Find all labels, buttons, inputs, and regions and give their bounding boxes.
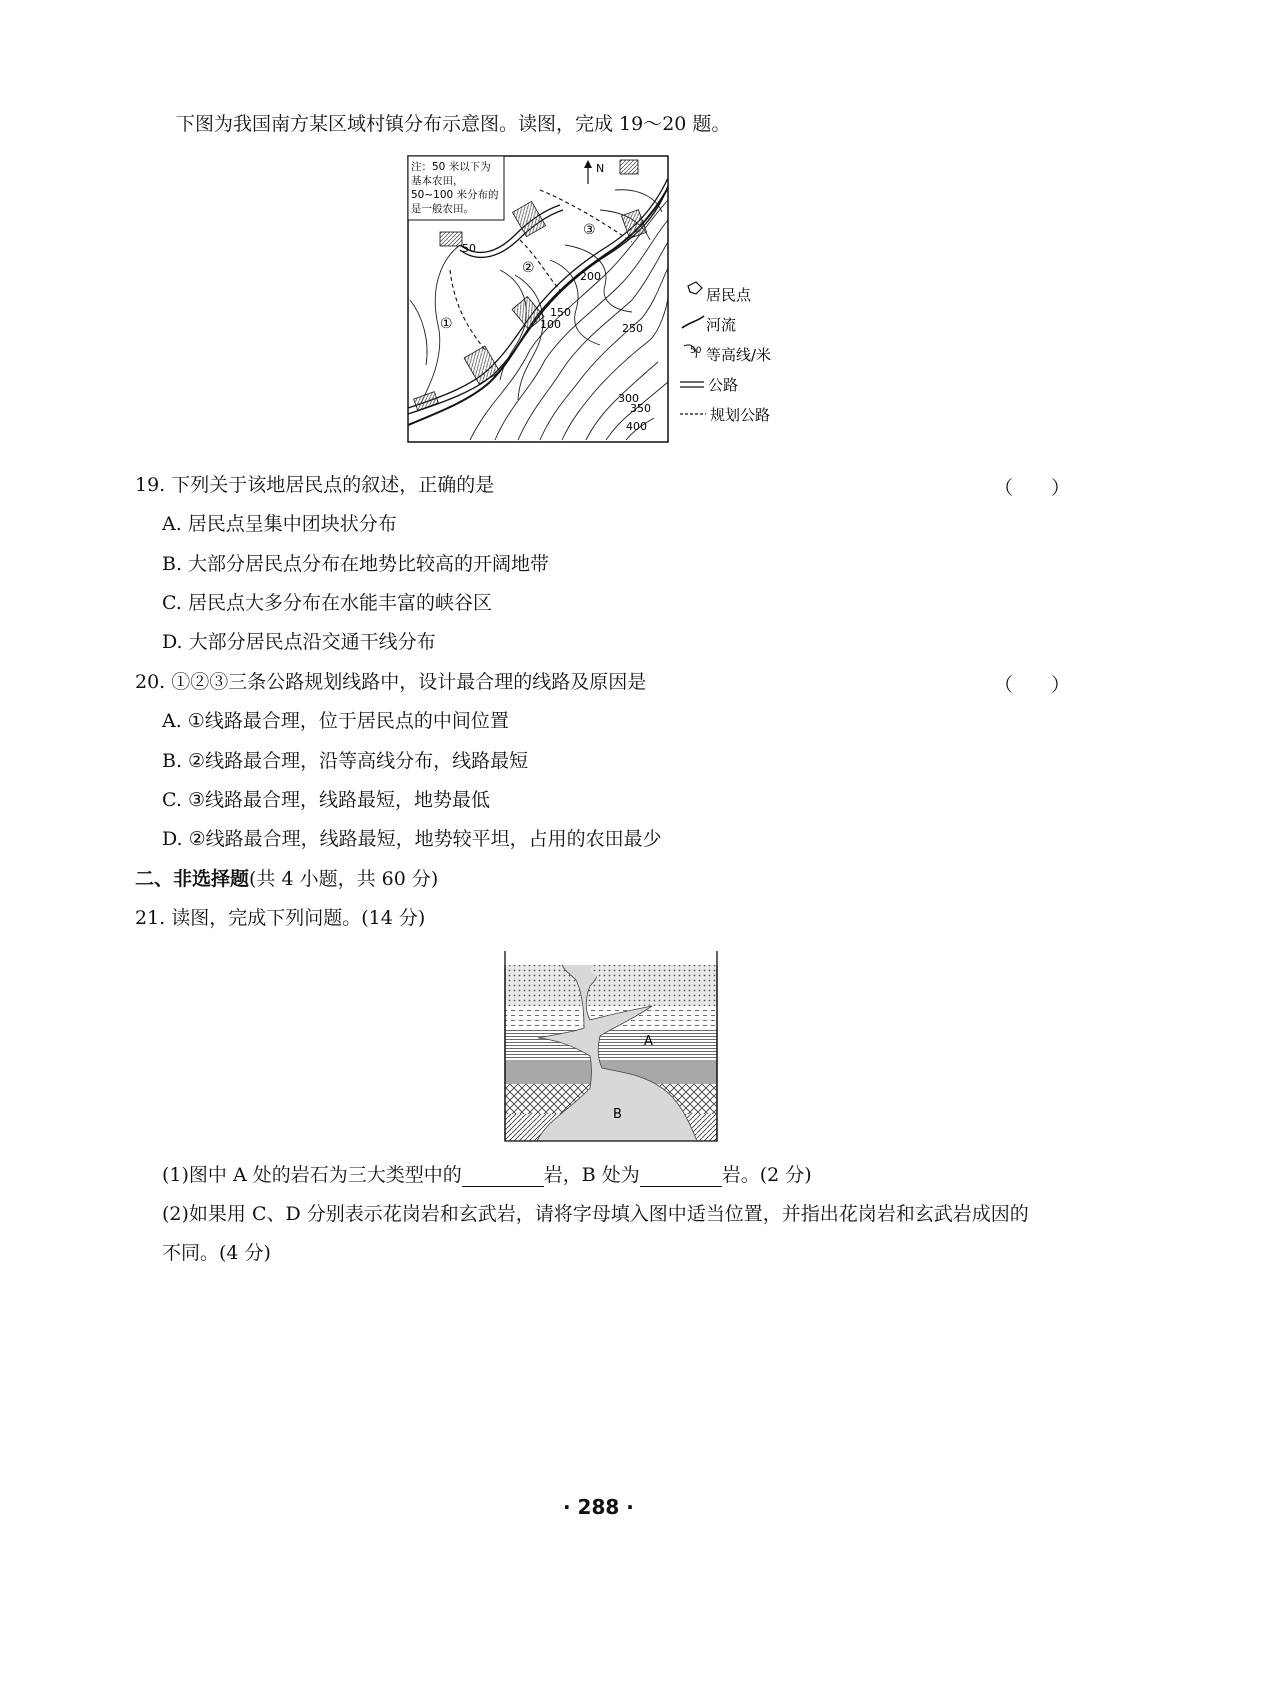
legend-contour: 等高线/米 (706, 346, 772, 364)
legend-planned-road: 规划公路 (710, 406, 771, 424)
contour-label-400: 400 (626, 420, 647, 433)
page-number: · 288 · (563, 1495, 634, 1519)
road-legend-icon (680, 382, 704, 387)
contour-label-350: 350 (630, 402, 651, 415)
rock-cross-section-figure (502, 948, 722, 1144)
legend-river: 河流 (706, 316, 737, 334)
contour-label-250: 250 (622, 322, 643, 335)
map-note-line-1: 注：50 米以下为 (411, 161, 491, 173)
q19-option-a: A. 居民点呈集中团块状分布 (162, 513, 397, 535)
q21-sub2-line2: 不同。(4 分) (162, 1242, 271, 1264)
map-note-line-4: 是一般农田。 (411, 203, 474, 215)
rock-label-a: A (644, 1034, 653, 1049)
section-2-rest: (共 4 小题，共 60 分) (249, 868, 439, 890)
section-2-heading (135, 867, 438, 891)
q20-stem: 20. ①②③三条公路规划线路中，设计最合理的线路及原因是 (135, 671, 647, 693)
q19-answer-paren[interactable]: （ ） (994, 477, 1071, 499)
map-note-line-3: 50~100 米分布的 (411, 189, 499, 201)
section-2-title: 二、非选择题 (135, 868, 250, 890)
q19-option-b: B. 大部分居民点分布在地势比较高的开阔地带 (162, 553, 550, 575)
river-legend-icon (682, 316, 704, 328)
contour-label-50: 50 (462, 242, 476, 255)
q20-option-b: B. ②线路最合理，沿等高线分布，线路最短 (162, 750, 529, 772)
q21-sub1 (162, 1163, 812, 1187)
route-label-2: ② (522, 260, 535, 276)
settlement-legend-icon (688, 282, 702, 294)
route-label-1: ① (440, 316, 453, 332)
q21-sub1-part-a: (1)图中 A 处的岩石为三大类型中的 (162, 1164, 462, 1186)
q19-option-d: D. 大部分居民点沿交通干线分布 (162, 631, 436, 653)
q21-blank-a[interactable] (462, 1168, 544, 1187)
q20-option-c: C. ③线路最合理，线路最短，地势最低 (162, 789, 490, 811)
north-label: N (596, 162, 605, 175)
legend-road: 公路 (708, 376, 739, 394)
rock-label-b: B (613, 1107, 622, 1122)
legend-settlement: 居民点 (706, 286, 752, 304)
q20-option-a: A. ①线路最合理，位于居民点的中间位置 (162, 710, 509, 732)
map-note-line-2: 基本农田， (411, 175, 464, 187)
q20-option-d: D. ②线路最合理，线路最短，地势较平坦，占用的农田最少 (162, 828, 662, 850)
contour-label-150: 150 (550, 306, 571, 319)
q21-sub1-part-b: 岩，B 处为 (543, 1164, 640, 1186)
q21-blank-b[interactable] (640, 1168, 722, 1187)
q20-answer-paren[interactable]: （ ） (994, 674, 1071, 696)
q21-sub1-part-c: 岩。(2 分) (721, 1164, 812, 1186)
q19-stem: 19. 下列关于该地居民点的叙述，正确的是 (135, 474, 495, 496)
q21-stem: 21. 读图，完成下列问题。(14 分) (135, 907, 426, 929)
legend-contour-sample: 50 (690, 346, 702, 356)
contour-label-300: 300 (618, 392, 639, 405)
q21-sub2-line1: (2)如果用 C、D 分别表示花岗岩和玄武岩，请将字母填入图中适当位置，并指出花岗岩和玄武岩成因的 (162, 1203, 1029, 1225)
intro-text: 下图为我国南方某区域村镇分布示意图。读图，完成 19～20 题。 (176, 113, 731, 135)
route-label-3: ③ (583, 222, 596, 238)
village-map-figure (400, 150, 800, 450)
contour-label-100: 100 (540, 318, 561, 331)
contour-label-200: 200 (580, 270, 601, 283)
q19-option-c: C. 居民点大多分布在水能丰富的峡谷区 (162, 592, 492, 614)
